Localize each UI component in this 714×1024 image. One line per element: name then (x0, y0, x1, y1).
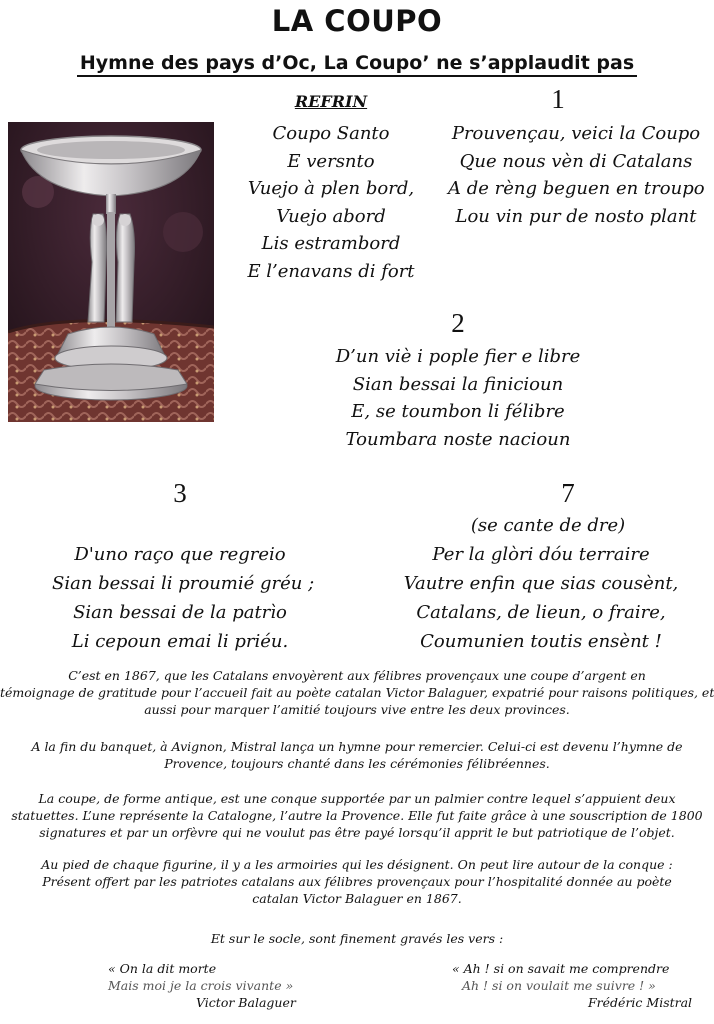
verse-7-lines (400, 540, 682, 656)
prose-line: signatures et par un orfèvre qui ne voulut pas être payé lorsqu’il apprit le but patriotique de l’objet. (39, 825, 675, 840)
page-title: LA COUPO (271, 4, 443, 38)
prose-line: statuettes. L’une représente la Catalogne, l’autre la Provence. Elle fut faite grâce à une souscription de 1800 (11, 808, 703, 823)
verse-7-note: (se cante de dre) (470, 515, 626, 536)
subtitle-text: Hymne des pays d’Oc, La Coupo’ ne s’applaudit pas (77, 52, 637, 77)
refrain-line: Vuejo abord (276, 205, 386, 227)
prose-line: aussi pour marquer l’amitié toujours vive entre les deux provinces. (144, 702, 570, 717)
verse-3-number: 3 (173, 478, 187, 508)
cup-photo (8, 122, 214, 422)
history-paragraph-1 (0, 667, 714, 718)
quote-line: « On la dit morte (108, 961, 217, 976)
verse-line: Per la glòri dóu terraire (432, 544, 650, 565)
prose-line: Provence, toujours chanté dans les cérémonies félibréennes. (164, 756, 550, 771)
refrain-lines (226, 120, 436, 285)
history-paragraph-4 (0, 856, 714, 907)
prose-line: témoignage de gratitude pour l’accueil fait au poète catalan Victor Balaguer, expatrié pour raisons politiques, et (0, 685, 714, 700)
verse-line: D’un viè i pople fier e libre (335, 346, 581, 367)
history-paragraph-2 (0, 738, 714, 772)
verse-line: Que nous vèn di Catalans (459, 150, 693, 172)
verse-1-lines (448, 120, 704, 230)
quote-left (108, 960, 368, 1011)
silver-cup-illustration (8, 122, 214, 422)
verse-line: Vautre enfin que sias cousènt, (403, 573, 679, 594)
verse-line: Lou vin pur de nosto plant (455, 205, 697, 227)
refrain-line: E l’enavans di fort (247, 260, 415, 282)
prose-line: catalan Victor Balaguer en 1867. (252, 891, 462, 906)
verse-2-lines (330, 343, 586, 453)
verse-1-number: 1 (551, 84, 565, 114)
history-paragraph-5: Et sur le socle, sont finement gravés les vers : (210, 931, 504, 946)
verse-line: Li cepoun emai li priéu. (71, 631, 289, 652)
verse-line: Catalans, de lieun, o fraire, (416, 602, 666, 623)
verse-line: Toumbara noste nacioun (345, 428, 571, 450)
prose-line: C’est en 1867, que les Catalans envoyèrent aux félibres provençaux une coupe d’argent en (68, 668, 646, 683)
verse-line: Prouvençau, veici la Coupo (451, 123, 701, 144)
verse-line: Sian bessai li proumié gréu ; (52, 573, 315, 594)
refrain-line: E versnto (287, 150, 375, 172)
verse-line: Sian bessai la finicioun (352, 373, 564, 395)
verse-3-lines (52, 540, 315, 656)
refrain-line: Coupo Santo (272, 123, 390, 144)
quote-line: Mais moi je la crois vivante » (108, 978, 294, 993)
verse-line: D'uno raço que regreio (74, 544, 286, 565)
verse-line: E, se toumbon li félibre (351, 401, 565, 422)
prose-line: Au pied de chaque figurine, il y a les armoiries qui les désignent. On peut lire autour de la conque : (41, 857, 673, 872)
verse-7-number: 7 (561, 478, 575, 508)
verse-line: Sian bessai de la patrìo (73, 602, 287, 623)
prose-line: Présent offert par les patriotes catalans aux félibres provençaux pour l’hospitalité donnée au poète (42, 874, 672, 889)
quote-author: Frédéric Mistral (588, 995, 693, 1010)
verse-2-number: 2 (451, 308, 465, 338)
prose-line: La coupe, de forme antique, est une conque supportée par un palmier contre lequel s’appuient deux (38, 791, 676, 806)
verse-line: Coumunien toutis ensènt ! (420, 631, 662, 652)
quote-line: « Ah ! si on savait me comprendre (452, 961, 670, 976)
refrain-line: Lis estrambord (261, 233, 401, 254)
refrain-label: REFRIN (294, 92, 368, 111)
verse-line: A de rèng beguen en troupo (448, 178, 705, 199)
quote-right (452, 960, 702, 1011)
prose-line: A la fin du banquet, à Avignon, Mistral lança un hymne pour remercier. Celui-ci est devenu l’hymne de (31, 739, 683, 754)
refrain-line: Vuejo à plen bord, (247, 178, 415, 199)
quote-author: Victor Balaguer (196, 995, 296, 1010)
page-subtitle (0, 52, 714, 74)
quote-line: Ah ! si on voulait me suivre ! » (462, 978, 656, 993)
history-paragraph-3 (0, 790, 714, 841)
